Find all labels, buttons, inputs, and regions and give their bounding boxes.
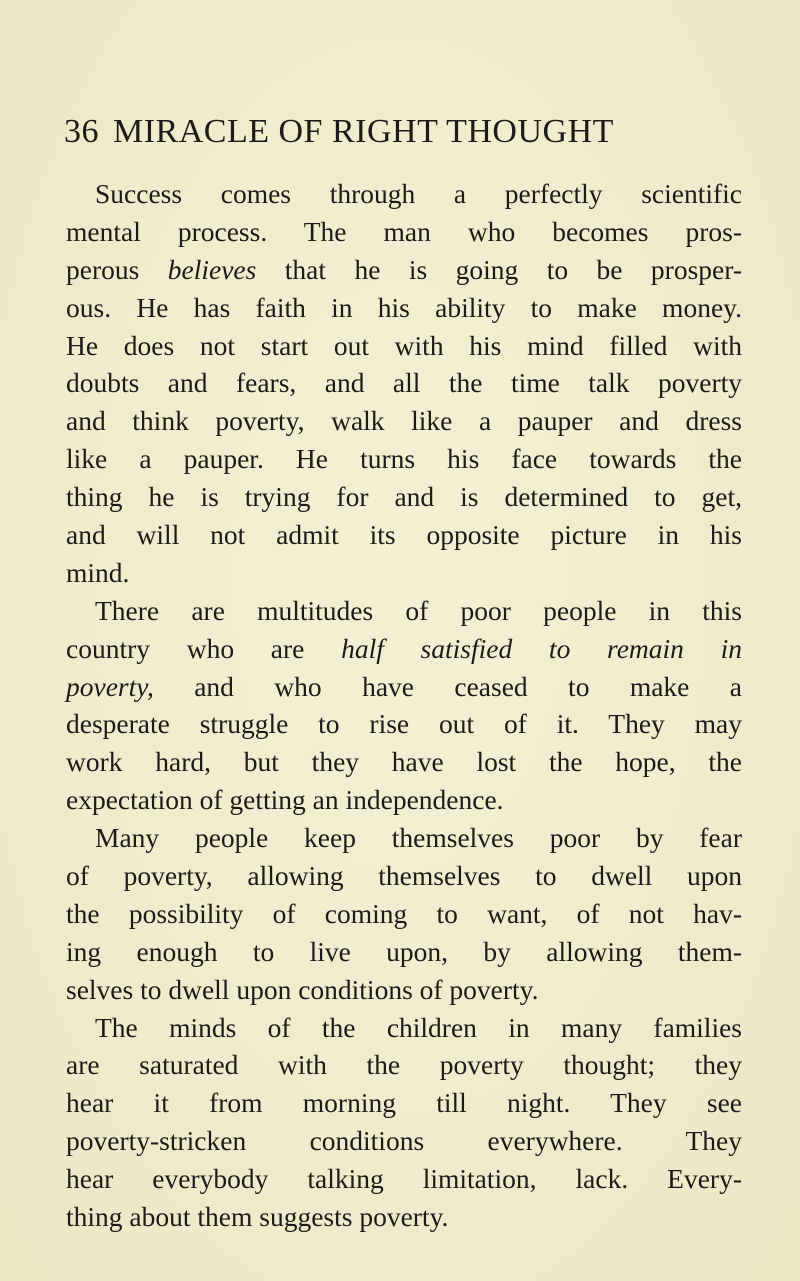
text-run: mental process. The man who becomes pros- [66, 215, 742, 247]
text-line [66, 1046, 742, 1084]
text-run: thing about them suggests poverty. [66, 1201, 449, 1233]
text-line [66, 1160, 742, 1198]
italic-text: believes [167, 253, 257, 285]
text-run: The minds of the children in many families [95, 1011, 742, 1043]
text-run: and will not admit its opposite picture in his [66, 519, 742, 551]
paragraph [66, 592, 742, 819]
text-line [66, 743, 742, 781]
paragraph [66, 175, 742, 592]
text-line [66, 478, 742, 516]
text-line [66, 440, 742, 478]
text-line [66, 251, 742, 289]
text-run: ous. He has faith in his ability to make money. [66, 291, 742, 323]
text-line [66, 175, 742, 213]
text-run: and think poverty, walk like a pauper and dress [66, 405, 742, 437]
text-line [66, 819, 742, 857]
text-run: the possibility of coming to want, of not hav- [66, 897, 742, 929]
text-run: He does not start out with his mind filled with [66, 329, 742, 361]
text-run: are saturated with the poverty thought; they [66, 1049, 742, 1081]
text-run: expectation of getting an independence. [66, 784, 504, 816]
text-line [66, 402, 742, 440]
text-run: mind. [66, 556, 130, 588]
text-line [66, 516, 742, 554]
text-run: work hard, but they have lost the hope, the [66, 746, 742, 778]
text-line [66, 1084, 742, 1122]
text-line [66, 933, 742, 971]
text-run: poverty-stricken conditions everywhere. They [66, 1125, 742, 1157]
text-line [66, 1009, 742, 1047]
text-line [66, 327, 742, 365]
text-run: ing enough to live upon, by allowing them- [66, 935, 742, 967]
text-run: desperate struggle to rise out of it. They may [66, 708, 742, 740]
text-run: of poverty, allowing themselves to dwell upon [66, 860, 742, 892]
text-run: selves to dwell upon conditions of poverty. [66, 973, 539, 1005]
running-title: MIRACLE OF RIGHT THOUGHT [113, 113, 614, 150]
text-line [66, 364, 742, 402]
text-run: and who have ceased to make a [153, 670, 742, 702]
text-run: perous [66, 253, 168, 285]
italic-text: half satisfied to remain in [341, 632, 743, 664]
text-run: that he is going to be prosper- [256, 253, 742, 285]
text-line [66, 1198, 742, 1236]
paragraph [66, 1009, 742, 1236]
text-line [66, 1122, 742, 1160]
page-number: 36 [64, 113, 99, 150]
text-run: thing he is trying for and is determined to get, [66, 481, 742, 513]
text-line [66, 213, 742, 251]
text-line [66, 554, 742, 592]
text-run: Many people keep themselves poor by fear [95, 822, 742, 854]
text-line [66, 668, 742, 706]
text-run: There are multitudes of poor people in this [95, 594, 742, 626]
text-line [66, 592, 742, 630]
text-run: hear it from morning till night. They see [66, 1087, 742, 1119]
text-line [66, 289, 742, 327]
italic-text: poverty, [66, 670, 154, 702]
body-text [66, 175, 742, 1236]
running-header [64, 112, 754, 152]
text-line [66, 705, 742, 743]
text-line [66, 971, 742, 1009]
paragraph [66, 819, 742, 1008]
text-run: doubts and fears, and all the time talk poverty [66, 367, 742, 399]
text-line [66, 781, 742, 819]
text-run: Success comes through a perfectly scientific [95, 178, 742, 209]
text-run: like a pauper. He turns his face towards the [66, 443, 742, 475]
text-run: hear everybody talking limitation, lack. Every- [66, 1163, 742, 1195]
text-run: country who are [66, 632, 342, 664]
text-line [66, 857, 742, 895]
text-line [66, 895, 742, 933]
text-line [66, 630, 742, 668]
